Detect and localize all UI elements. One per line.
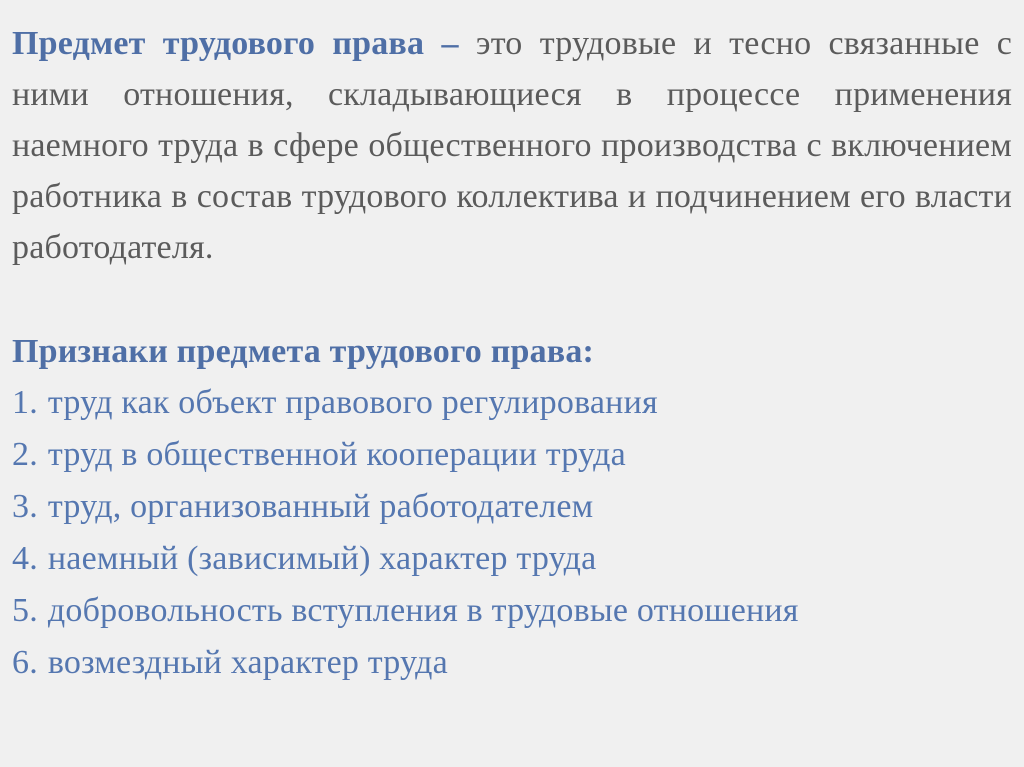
list-item-number: 2. — [12, 436, 38, 473]
list-item-number: 5. — [12, 592, 38, 629]
definition-dash: – — [441, 25, 459, 62]
list-item-text: труд как объект правового регулирования — [47, 384, 658, 421]
list-item-number: 6. — [12, 644, 38, 681]
list-item — [12, 585, 1012, 637]
list-item-number: 3. — [12, 488, 38, 525]
list-item-number: 4. — [12, 540, 38, 577]
list-item-text: труд, организованный работодателем — [47, 488, 594, 525]
features-list — [12, 377, 1012, 689]
list-item — [12, 429, 1012, 481]
list-item-text: добровольность вступления в трудовые отношения — [47, 592, 799, 629]
definition-term: Предмет трудового права — [12, 25, 425, 62]
list-item-text: труд в общественной кооперации труда — [47, 436, 626, 473]
list-item — [12, 533, 1012, 585]
list-item-text: наемный (зависимый) характер труда — [47, 540, 597, 577]
list-item — [12, 637, 1012, 689]
section-spacer — [12, 273, 1012, 326]
list-item — [12, 481, 1012, 533]
definition-paragraph — [12, 18, 1012, 273]
features-heading: Признаки предмета трудового права: — [12, 333, 595, 370]
list-item — [12, 377, 1012, 429]
definition-text: это трудовые и тесно связанные с ними отношения, складывающиеся в процессе применения наемного труда в сфере общественного производства с включением работника в состав трудового коллектива и подчинением его власти работодателя. — [12, 25, 1013, 266]
list-item-number: 1. — [12, 384, 38, 421]
list-item-text: возмездный характер труда — [47, 644, 448, 681]
